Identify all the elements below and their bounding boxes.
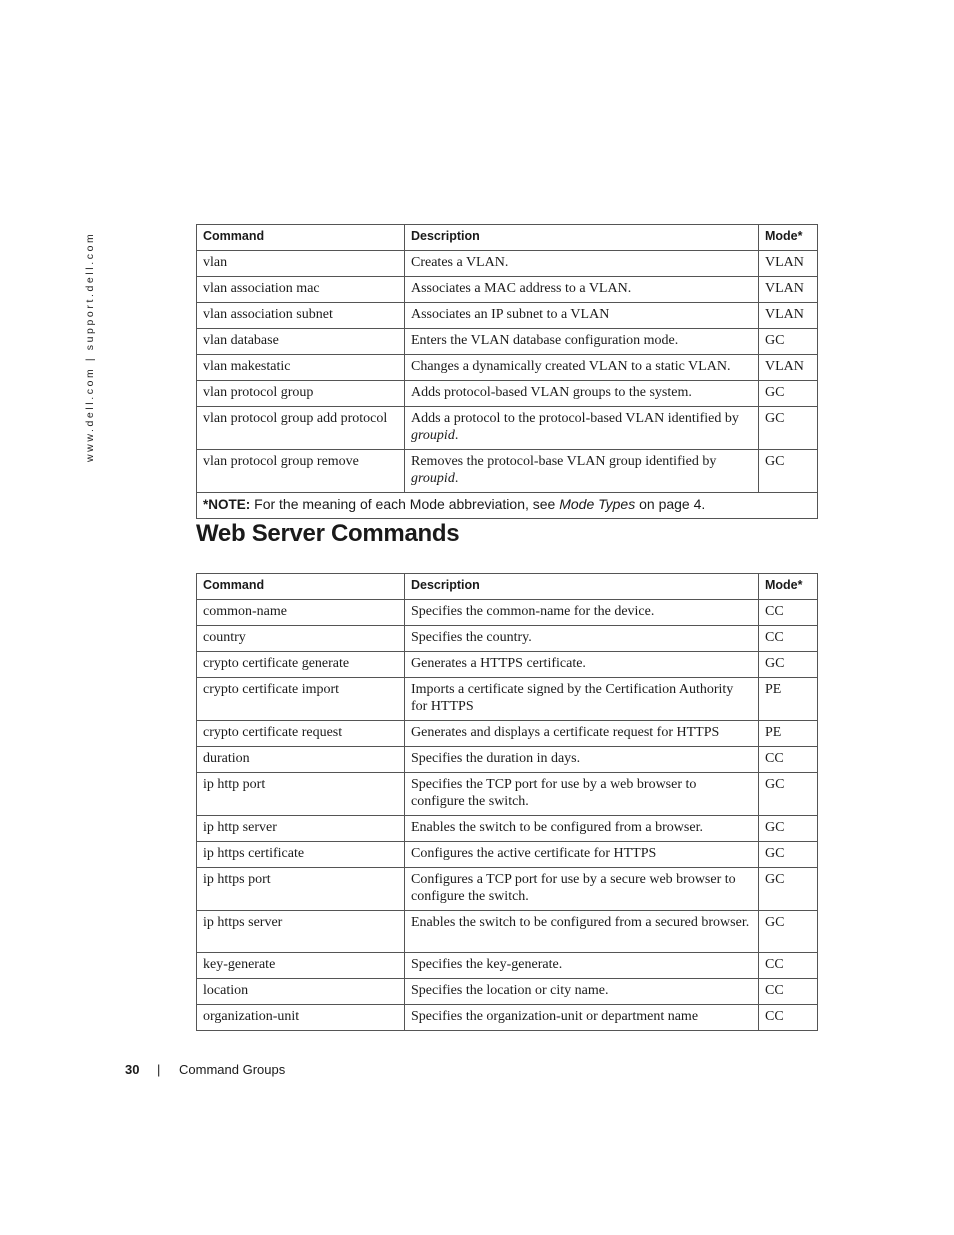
description-cell: Creates a VLAN. [405, 251, 759, 277]
vlan-commands-table [196, 224, 818, 519]
command-cell: vlan protocol group add protocol [197, 407, 405, 450]
table-row [197, 600, 818, 626]
side-url: www.dell.com | support.dell.com [84, 231, 96, 462]
command-cell: ip http port [197, 773, 405, 816]
description-cell: Configures the active certificate for HTTPS [405, 842, 759, 868]
column-header-description: Description [405, 574, 759, 600]
description-param: groupid [411, 428, 455, 443]
table-row [197, 381, 818, 407]
mode-cell: GC [759, 381, 818, 407]
command-cell: country [197, 626, 405, 652]
command-cell: vlan association mac [197, 277, 405, 303]
note-text-after: on page 4. [639, 496, 706, 512]
page-number: 30 [125, 1062, 140, 1077]
description-cell: Enables the switch to be configured from a secured browser. [405, 911, 759, 953]
description-cell: Configures a TCP port for use by a secure web browser to configure the switch. [405, 868, 759, 911]
column-header-description: Description [405, 225, 759, 251]
table-row [197, 652, 818, 678]
command-cell: duration [197, 747, 405, 773]
column-header-command: Command [197, 225, 405, 251]
description-cell: Specifies the common-name for the device. [405, 600, 759, 626]
command-cell: key-generate [197, 953, 405, 979]
command-cell: vlan makestatic [197, 355, 405, 381]
note-label: *NOTE: [203, 497, 251, 512]
mode-cell: VLAN [759, 277, 818, 303]
mode-cell: GC [759, 816, 818, 842]
table-row [197, 450, 818, 493]
table-row [197, 251, 818, 277]
mode-cell: VLAN [759, 251, 818, 277]
mode-cell: GC [759, 450, 818, 493]
command-cell: crypto certificate request [197, 721, 405, 747]
mode-types-link[interactable]: Mode Types [559, 496, 636, 512]
mode-cell: CC [759, 600, 818, 626]
table-header-row [197, 225, 818, 251]
table-row [197, 329, 818, 355]
note-cell [197, 493, 818, 519]
table-row [197, 953, 818, 979]
description-cell: Associates an IP subnet to a VLAN [405, 303, 759, 329]
command-cell: vlan protocol group [197, 381, 405, 407]
mode-cell: GC [759, 407, 818, 450]
command-cell: ip https certificate [197, 842, 405, 868]
description-cell: Generates a HTTPS certificate. [405, 652, 759, 678]
footer-separator: | [157, 1062, 161, 1077]
command-cell: crypto certificate import [197, 678, 405, 721]
description-cell: Imports a certificate signed by the Certification Authority for HTTPS [405, 678, 759, 721]
command-cell: crypto certificate generate [197, 652, 405, 678]
command-cell: common-name [197, 600, 405, 626]
mode-cell: GC [759, 652, 818, 678]
table-row [197, 626, 818, 652]
mode-cell: PE [759, 721, 818, 747]
description-cell: Enables the switch to be configured from a browser. [405, 816, 759, 842]
table-row [197, 816, 818, 842]
table-row [197, 355, 818, 381]
mode-cell: VLAN [759, 355, 818, 381]
command-cell: vlan database [197, 329, 405, 355]
command-cell: vlan protocol group remove [197, 450, 405, 493]
table-row [197, 747, 818, 773]
command-cell: ip https port [197, 868, 405, 911]
mode-cell: CC [759, 979, 818, 1005]
description-tail: . [454, 428, 459, 443]
mode-cell: PE [759, 678, 818, 721]
command-cell: ip http server [197, 816, 405, 842]
description-cell: Specifies the key-generate. [405, 953, 759, 979]
section-title: Web Server Commands [196, 520, 460, 547]
description-cell: Specifies the country. [405, 626, 759, 652]
command-cell: ip https server [197, 911, 405, 953]
table-row [197, 721, 818, 747]
mode-cell: CC [759, 747, 818, 773]
table-row [197, 678, 818, 721]
description-cell: Adds protocol-based VLAN groups to the system. [405, 381, 759, 407]
note-text: For the meaning of each Mode abbreviation, see [254, 496, 556, 512]
table-row [197, 842, 818, 868]
table-header-row [197, 574, 818, 600]
column-header-mode: Mode* [759, 225, 818, 251]
footer-title: Command Groups [179, 1062, 286, 1077]
mode-cell: CC [759, 626, 818, 652]
description-cell: Specifies the TCP port for use by a web browser to configure the switch. [405, 773, 759, 816]
table-row [197, 277, 818, 303]
description-cell: Generates and displays a certificate request for HTTPS [405, 721, 759, 747]
command-cell: vlan [197, 251, 405, 277]
note-row [197, 493, 818, 519]
command-cell: location [197, 979, 405, 1005]
description-text: Adds a protocol to the protocol-based VLAN identified by [411, 411, 739, 426]
mode-cell: VLAN [759, 303, 818, 329]
description-cell: Specifies the location or city name. [405, 979, 759, 1005]
table-row [197, 1005, 818, 1031]
table-row [197, 303, 818, 329]
mode-cell: GC [759, 868, 818, 911]
table-row [197, 773, 818, 816]
column-header-mode: Mode* [759, 574, 818, 600]
table-row [197, 911, 818, 953]
mode-cell: GC [759, 842, 818, 868]
column-header-command: Command [197, 574, 405, 600]
description-cell: Enters the VLAN database configuration mode. [405, 329, 759, 355]
mode-cell: GC [759, 329, 818, 355]
description-cell: Changes a dynamically created VLAN to a static VLAN. [405, 355, 759, 381]
mode-cell: GC [759, 773, 818, 816]
description-text: Removes the protocol-base VLAN group identified by [411, 454, 717, 469]
description-cell: Specifies the duration in days. [405, 747, 759, 773]
mode-cell: CC [759, 953, 818, 979]
description-cell: Specifies the organization-unit or department name [405, 1005, 759, 1031]
table-row [197, 407, 818, 450]
description-cell [405, 450, 759, 493]
command-cell: vlan association subnet [197, 303, 405, 329]
mode-cell: GC [759, 911, 818, 953]
web-server-commands-table [196, 573, 818, 1031]
description-cell [405, 407, 759, 450]
table-row [197, 979, 818, 1005]
description-param: groupid [411, 471, 455, 486]
command-cell: organization-unit [197, 1005, 405, 1031]
mode-cell: CC [759, 1005, 818, 1031]
table-row [197, 868, 818, 911]
description-tail: . [454, 471, 459, 486]
description-cell: Associates a MAC address to a VLAN. [405, 277, 759, 303]
